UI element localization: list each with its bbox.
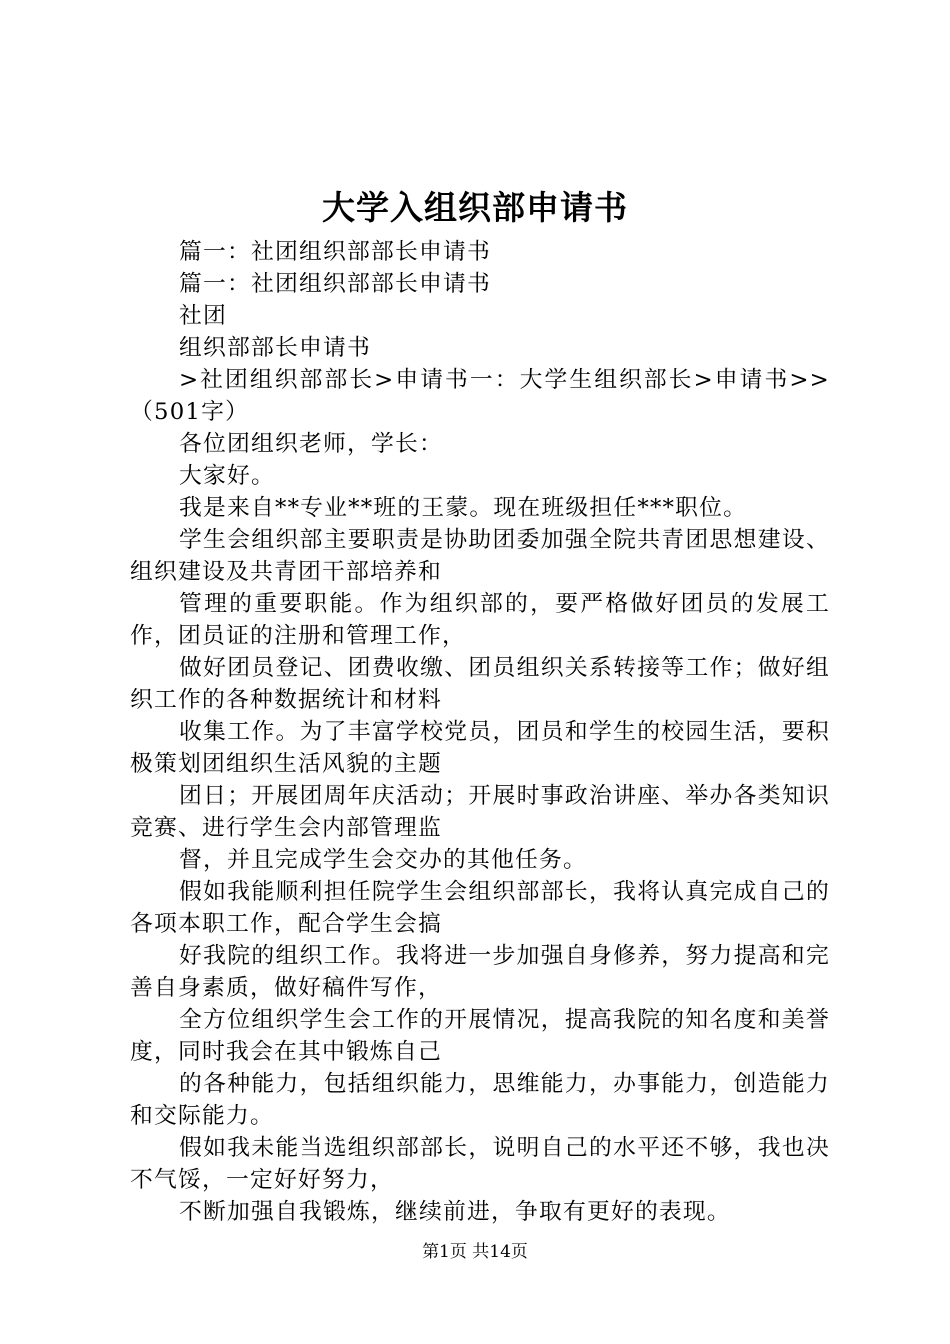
body-paragraph: 社团	[179, 303, 227, 329]
body-paragraph: >社团组织部部长>申请书一：大学生组织部长>申请书>>（501字）	[130, 367, 830, 425]
body-paragraph: 各位团组织老师，学长：	[179, 431, 443, 457]
body-paragraph: 做好团员登记、团费收缴、团员组织关系转接等工作；做好组织工作的各种数据统计和材料	[130, 655, 830, 713]
body-paragraph: 假如我能顺利担任院学生会组织部部长，我将认真完成自己的各项本职工作，配合学生会搞	[130, 879, 830, 937]
body-paragraph: 不断加强自我锻炼，继续前进，争取有更好的表现。	[179, 1199, 731, 1225]
document-title: 大学入组织部申请书	[322, 188, 628, 227]
body-paragraph: 好我院的组织工作。我将进一步加强自身修养，努力提高和完善自身素质，做好稿件写作，	[130, 943, 830, 1001]
body-paragraph: 篇一：社团组织部部长申请书	[179, 239, 491, 265]
body-paragraph: 全方位组织学生会工作的开展情况，提高我院的知名度和美誉度，同时我会在其中锻炼自己	[130, 1007, 830, 1065]
body-paragraph: 团日；开展团周年庆活动；开展时事政治讲座、举办各类知识竞赛、进行学生会内部管理监	[130, 783, 830, 841]
document-body	[130, 236, 830, 1228]
body-paragraph: 假如我未能当选组织部部长，说明自己的水平还不够，我也决不气馁，一定好好努力，	[130, 1135, 830, 1193]
body-paragraph: 组织部部长申请书	[179, 335, 371, 361]
body-paragraph: 学生会组织部主要职责是协助团委加强全院共青团思想建设、组织建设及共青团干部培养和	[130, 527, 830, 585]
body-paragraph: 督，并且完成学生会交办的其他任务。	[179, 847, 587, 873]
body-paragraph: 篇一：社团组织部部长申请书	[179, 271, 491, 297]
body-paragraph: 的各种能力，包括组织能力，思维能力，办事能力，创造能力和交际能力。	[130, 1071, 830, 1129]
body-paragraph: 大家好。	[179, 463, 275, 489]
page-footer: 第1页 共14页	[422, 1242, 528, 1262]
body-paragraph: 管理的重要职能。作为组织部的，要严格做好团员的发展工作，团员证的注册和管理工作，	[130, 591, 830, 649]
body-paragraph: 我是来自**专业**班的王蒙。现在班级担任***职位。	[179, 495, 748, 521]
body-paragraph: 收集工作。为了丰富学校党员，团员和学生的校园生活，要积极策划团组织生活风貌的主题	[130, 719, 830, 777]
